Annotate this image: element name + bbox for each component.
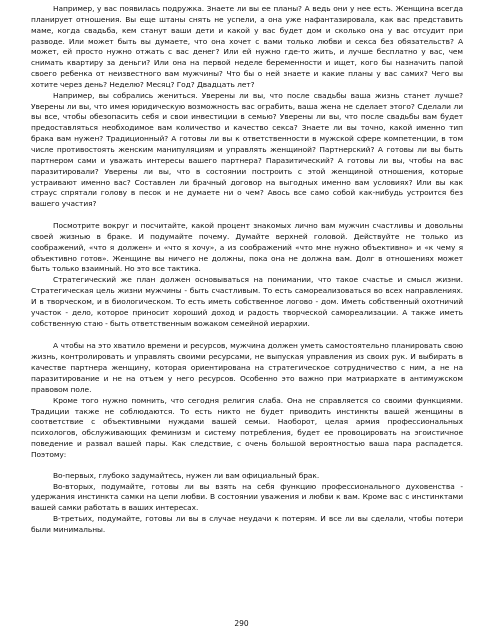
list-item: Во-первых, глубоко задумайтесь, нужен ли вам официальный брак. [53, 470, 320, 480]
list-item: Во-вторых, подумайте, готовы ли вы взять на себя функцию профессионального духовенства - удержания инстинкта самки на цепи любви. В состоянии уважения и любви к вам. Кроме вас с инстинктами вашей самки работать в ваших интересах. [31, 481, 463, 513]
paragraph: Например, у вас появилась подружка. Знаете ли вы ее планы? А ведь они у нее есть. Женщина всегда планирует отношения. Вы еще штаны снять не успели, а она уже нафантазировала, как вас представить маме, когда свадьба, кем станут ваши дети и какой у вас будет дом и сколько она у вас отсудит при разводе. Или может быть вы думаете, что она хочет с вами только любви и секса без обязательств? А может, ей просто нужно отжать с вас денег? Или ей нужно где-то жить, и лучше бесплатно у вас, чем снимать квартиру за деньги? Или она на первой неделе беременности и ищет, кого бы назначить папой своего ребенка от неизвестного вам мужчины? Что бы о ней знаете и какие планы у вас самих? Чего вы хотите через день? Неделю? Месяц? Год? Двадцать лет? [31, 4, 463, 89]
paragraph: Например, вы собрались жениться. Уверены ли вы, что после свадьбы ваша жизнь станет лучше? Уверены ли вы, что имея юридическую возможность вас ограбить, ваша жена не сделает этого? Сделали ли вы все, чтобы обезопасить себя и свои инвестиции в семью? Уверены ли вы, что после свадьбы вам будет предоставляться необходимое вам количество и качество секса? Знаете ли вы точно, какой именно тип брака вам нужен? Традиционный? А готовы ли вы к ответственности в мужской сфере компетенции, в том числе противостоять женским манипуляциям и управлять женщиной? Партнерский? А готовы ли вы быть партнером сами и уважать интересы вашего партнера? Паразитический? А готовы ли вы, чтобы на вас паразитировали? Уверены ли вы, что в состоянии построить с этой женщиной отношения, которые устраивают именно вас? Составлен ли брачный договор на выгодных именно вам условиях? Или вы как страус спрятали голову в песок и не думаете ни о чем? Авось все само собой как-нибудь устроится без вашего участия? [31, 90, 463, 209]
paragraph: Посмотрите вокруг и посчитайте, какой процент знакомых лично вам мужчин счастливы и довольны своей жизнью в браке. И подумайте почему. Думайте верхней головой. Действуйте не только из соображений, «что я должен» и «что я хочу», а из соображений «что мне нужно объективно» и «к чему я объективно готов». Женщине вы ничего не должны, пока она не должна вам. Долг в отношениях может быть только взаимный. Но это все тактика. [31, 221, 463, 274]
paragraph-gap [31, 210, 463, 221]
list-item: В-третьих, подумайте, готовы ли вы в случае неудачи к потерям. И все ли вы сделали, чтобы потери были минимальны. [31, 514, 463, 534]
paragraph-gap [31, 329, 463, 341]
document-body [31, 4, 463, 536]
paragraph: Кроме того нужно помнить, что сегодня религия слаба. Она не справляется со своими функциями. Традиции также не соблюдаются. То есть никто не будет приводить инстинкты вашей женщины в соответствие с объективными нуждами вашей семьи. Наоборот, целая армия профессиональных психологов, обслуживающих феминизм и систему потребления, будет ее провоцировать на эгоистичное поведение и развал вашей пары. Как следствие, с очень большой вероятностью ваша пара распадется. Поэтому: [31, 395, 463, 459]
page-number: 290 [234, 619, 249, 628]
paragraph: А чтобы на это хватило времени и ресурсов, мужчина должен уметь самостоятельно планировать свою жизнь, контролировать и управлять своими ресурсами, не выпуская управления из своих рук. И выбирать в качестве партнера женщину, которая ориентирована на стратегическое сотрудничество с ним, а не на паразитирование и не на отъем у него ресурсов. Особенно это важно при матриархате в антимужском правовом поле. [31, 341, 463, 394]
paragraph-gap [31, 461, 463, 471]
conclusion-list [31, 471, 463, 536]
paragraph: Стратегический же план должен основываться на понимании, что такое счастье и смысл жизни. Стратегическая цель жизни мужчины - быть счастливым. То есть самореализоваться во всех направлениях. И в творческом, и в биологическом. То есть иметь собственное логово - дом. Иметь собственный охотничий участок - дело, которое приносит хороший доход и радость творческой самореализации. А также иметь собственную стаю - быть ответственным вожаком семейной иерархии. [31, 275, 463, 328]
